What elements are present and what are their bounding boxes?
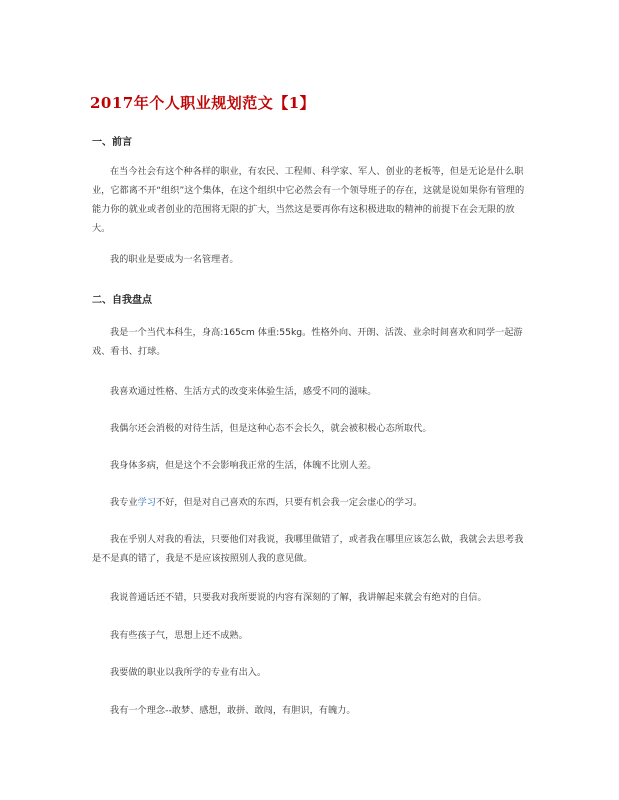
paragraph-health: 我身体多病，但是这个不会影响我正常的生活，体魄不比别人差。 xyxy=(110,460,377,471)
paragraph-career-goal: 我的职业是要成为一名管理者。 xyxy=(110,254,239,265)
paragraph-mandarin: 我说普通话还不错，只要我对我所要说的内容有深刻的了解，我讲解起来就会有绝对的自信。 xyxy=(110,592,487,603)
section-heading-preface: 一、前言 xyxy=(92,137,132,148)
paragraph-intro: 在当今社会有这个种各样的职业，有农民、工程师、科学家、军人、创业的老板等，但是无论是什么职业，它都离不开“组织”这个集体，在这个组织中它必然会有一个领导班子的存在，这就是说如果你有管理的能力你的就业或者创业的范围将无限的扩大，当然这是要再你有这积极进取的精神的前提下在会无限的放大。 xyxy=(92,166,525,234)
document-title: 2017年个人职业规划范文【1】 xyxy=(90,94,316,112)
section-heading-self-review: 二、自我盘点 xyxy=(92,295,152,306)
study-text-before: 我专业 xyxy=(110,497,138,508)
paragraph-maturity: 我有些孩子气，思想上还不成熟。 xyxy=(110,630,248,641)
paragraph-self-profile: 我是一个当代本科生，身高:165cm 体重:55kg。性格外向、开朗、活泼、业余时间喜欢和同学一起游戏、看书、打球。 xyxy=(92,327,523,357)
study-text-after: 不好，但是对自己喜欢的东西，只要有机会我一定会虚心的学习。 xyxy=(155,497,423,508)
study-link[interactable]: 学习 xyxy=(137,497,156,508)
paragraph-study xyxy=(92,493,532,512)
paragraph-attitude: 我偶尔还会消极的对待生活，但是这种心态不会长久，就会被积极心态所取代。 xyxy=(110,423,432,434)
paragraph-lifestyle: 我喜欢通过性格、生活方式的改变来体验生活，感受不同的滋味。 xyxy=(110,386,377,397)
paragraph-major: 我要做的职业以我所学的专业有出入。 xyxy=(110,667,267,678)
paragraph-philosophy: 我有一个理念--敢梦、感想，敢拼、敢闯，有胆识，有魄力。 xyxy=(110,705,356,716)
paragraph-others-opinion: 我在乎别人对我的看法，只要他们对我说，我哪里做错了，或者我在哪里应该怎么做，我就会去思考我是不是真的错了，我是不是应该按照别人我的意见做。 xyxy=(92,534,524,564)
